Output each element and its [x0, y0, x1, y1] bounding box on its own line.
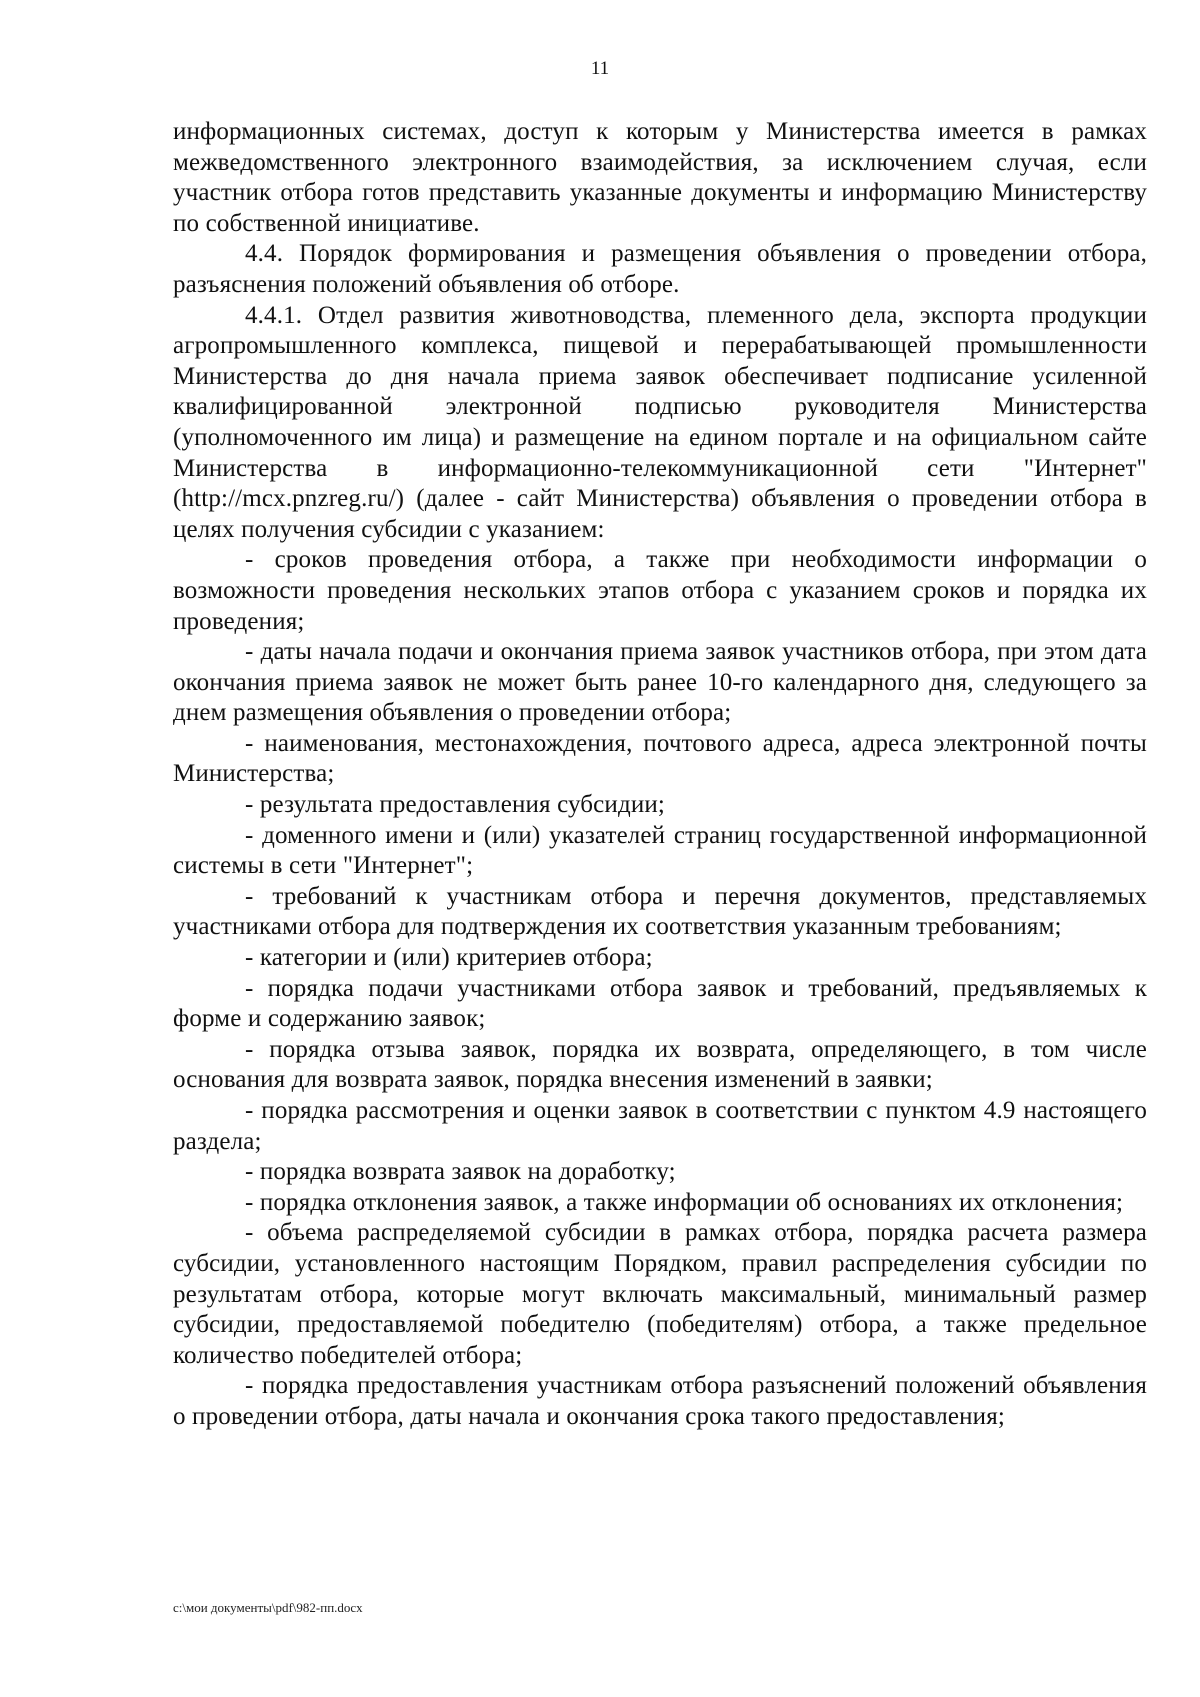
- list-item: - доменного имени и (или) указателей страниц государственной информационной системы в сети "Интернет";: [173, 821, 1147, 880]
- footer-file-path: c:\мои документы\pdf\982-пп.docx: [173, 1600, 363, 1615]
- list-item: - сроков проведения отбора, а также при необходимости информации о возможности проведения нескольких этапов отбора с указанием сроков и порядка их проведения;: [173, 546, 1147, 635]
- list-item: - результата предоставления субсидии;: [245, 791, 665, 819]
- list-item: - объема распределяемой субсидии в рамках отбора, порядка расчета размера субсидии, установленного настоящим Порядком, правил распределения субсидии по результатам отбора, которые могут включать максимальный, минимальный размер субсидии, предоставляемой победителю (победителям) отбора, а также предельное количество победителей отбора;: [173, 1219, 1147, 1369]
- paragraph-continuation: информационных системах, доступ к которым у Министерства имеется в рамках межведомственного электронного взаимодействия, за исключением случая, если участник отбора готов представить указанные документы и информацию Министерству по собственной инициативе.: [173, 118, 1147, 237]
- list-item: - категории и (или) критериев отбора;: [245, 944, 653, 972]
- list-item: - порядка возврата заявок на доработку;: [245, 1158, 676, 1186]
- list-item: - порядка предоставления участникам отбора разъяснений положений объявления о проведении отбора, даты начала и окончания срока такого предоставления;: [173, 1372, 1147, 1430]
- list-item: - порядка отклонения заявок, а также информации об основаниях их отклонения;: [245, 1188, 1124, 1216]
- paragraph-section-4-4: 4.4. Порядок формирования и размещения объявления о проведении отбора, разъяснения положений объявления об отборе.: [173, 240, 1147, 298]
- list-item: - даты начала подачи и окончания приема заявок участников отбора, при этом дата окончания приема заявок не может быть ранее 10-го календарного дня, следующего за днем размещения объявления о проведении отбора;: [173, 638, 1147, 727]
- page-number: 11: [590, 58, 610, 79]
- list-item: - порядка отзыва заявок, порядка их возврата, определяющего, в том числе основания для возврата заявок, порядка внесения изменений в заявки;: [173, 1035, 1147, 1094]
- list-item: - требований к участникам отбора и перечня документов, представляемых участниками отбора для подтверждения их соответствия указанным требованиям;: [173, 882, 1147, 941]
- document-body: [173, 117, 1147, 1433]
- paragraph-section-4-4-1: 4.4.1. Отдел развития животноводства, племенного дела, экспорта продукции агропромышленного комплекса, пищевой и перерабатывающей промышленности Министерства до дня начала приема заявок обеспечивает подписание усиленной квалифицированной электронной подписью руководителя Министерства (уполномоченного им лица) и размещение на едином портале и на официальном сайте Министерства в информационно-телекоммуникационной сети "Интернет" (http://mcx.pnzreg.ru/) (далее - сайт Министерства) объявления о проведении отбора в целях получения субсидии с указанием:: [173, 301, 1147, 543]
- list-item: - наименования, местонахождения, почтового адреса, адреса электронной почты Министерства;: [173, 729, 1147, 788]
- list-item: - порядка рассмотрения и оценки заявок в соответствии с пунктом 4.9 настоящего раздела;: [173, 1097, 1147, 1155]
- list-item: - порядка подачи участниками отбора заявок и требований, предъявляемых к форме и содержанию заявок;: [173, 974, 1147, 1033]
